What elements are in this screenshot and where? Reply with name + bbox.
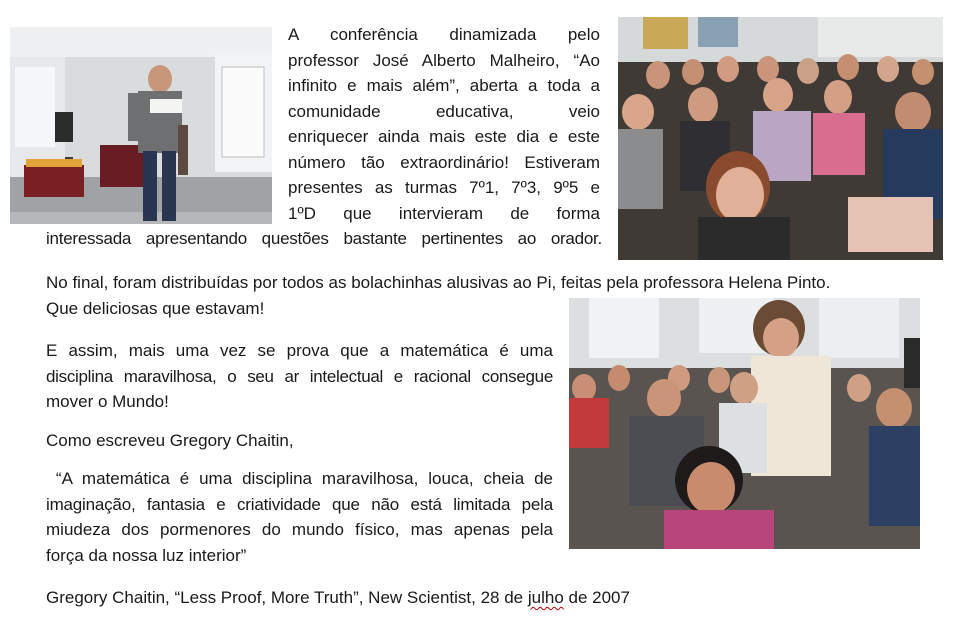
photo-classroom — [569, 298, 920, 549]
quote-line: “A matemática é uma disciplina maravilhosa, louca, cheia de — [46, 469, 553, 488]
quote-block — [46, 466, 553, 568]
photo-audience — [618, 17, 943, 260]
paragraph-line: mover o Mundo! — [46, 392, 169, 411]
paragraph-chaitin-intro: Como escreveu Gregory Chaitin, — [46, 431, 294, 450]
paragraph-delicious: Que deliciosas que estavam! — [46, 299, 265, 318]
paragraph-conference-last-line — [46, 226, 602, 252]
paragraph-conference — [288, 22, 600, 226]
quote-line: miudeza dos pormenores do mundo físico, mas apenas pela — [46, 520, 553, 539]
citation — [46, 585, 846, 611]
paragraph-line: disciplina maravilhosa, o seu ar intelectual e racional consegue — [46, 366, 553, 386]
quote-line: imaginação, fantasia e criatividade que não está limitada pela — [46, 494, 553, 514]
citation-text: Gregory Chaitin, “Less Proof, More Truth”, New Scientist, 28 de — [46, 588, 528, 607]
paragraph-cookies: No final, foram distribuídas por todos as bolachinhas alusivas ao Pi, feitas pela professora Helena Pinto. — [46, 273, 831, 292]
paragraph-line: infinito e mais além”, aberta a toda a — [288, 76, 600, 95]
quote-line: força da nossa luz interior” — [46, 545, 247, 565]
paragraph-line: 1ºD que intervieram de forma — [288, 203, 600, 223]
citation-text-end: de 2007 — [563, 588, 630, 607]
paragraph-line: comunidade educativa, veio — [288, 101, 600, 121]
paragraph-line: interessada apresentando questões bastante pertinentes ao orador. — [46, 229, 602, 248]
paragraph-line: professor José Alberto Malheiro, “Ao — [288, 50, 600, 70]
paragraph-line: A conferência dinamizada pelo — [288, 25, 600, 44]
spellcheck-underlined-word: julho — [527, 588, 564, 607]
paragraph-line: presentes as turmas 7º1, 7º3, 9º5 e — [288, 178, 600, 197]
paragraph-line: número tão extraordinário! Estiveram — [288, 152, 600, 172]
paragraph-line: E assim, mais uma vez se prova que a matemática é uma — [46, 341, 553, 360]
paragraph-line: enriquecer ainda mais este dia e este — [288, 127, 600, 146]
paragraph-math — [46, 338, 553, 415]
photo-speaker — [10, 27, 272, 224]
